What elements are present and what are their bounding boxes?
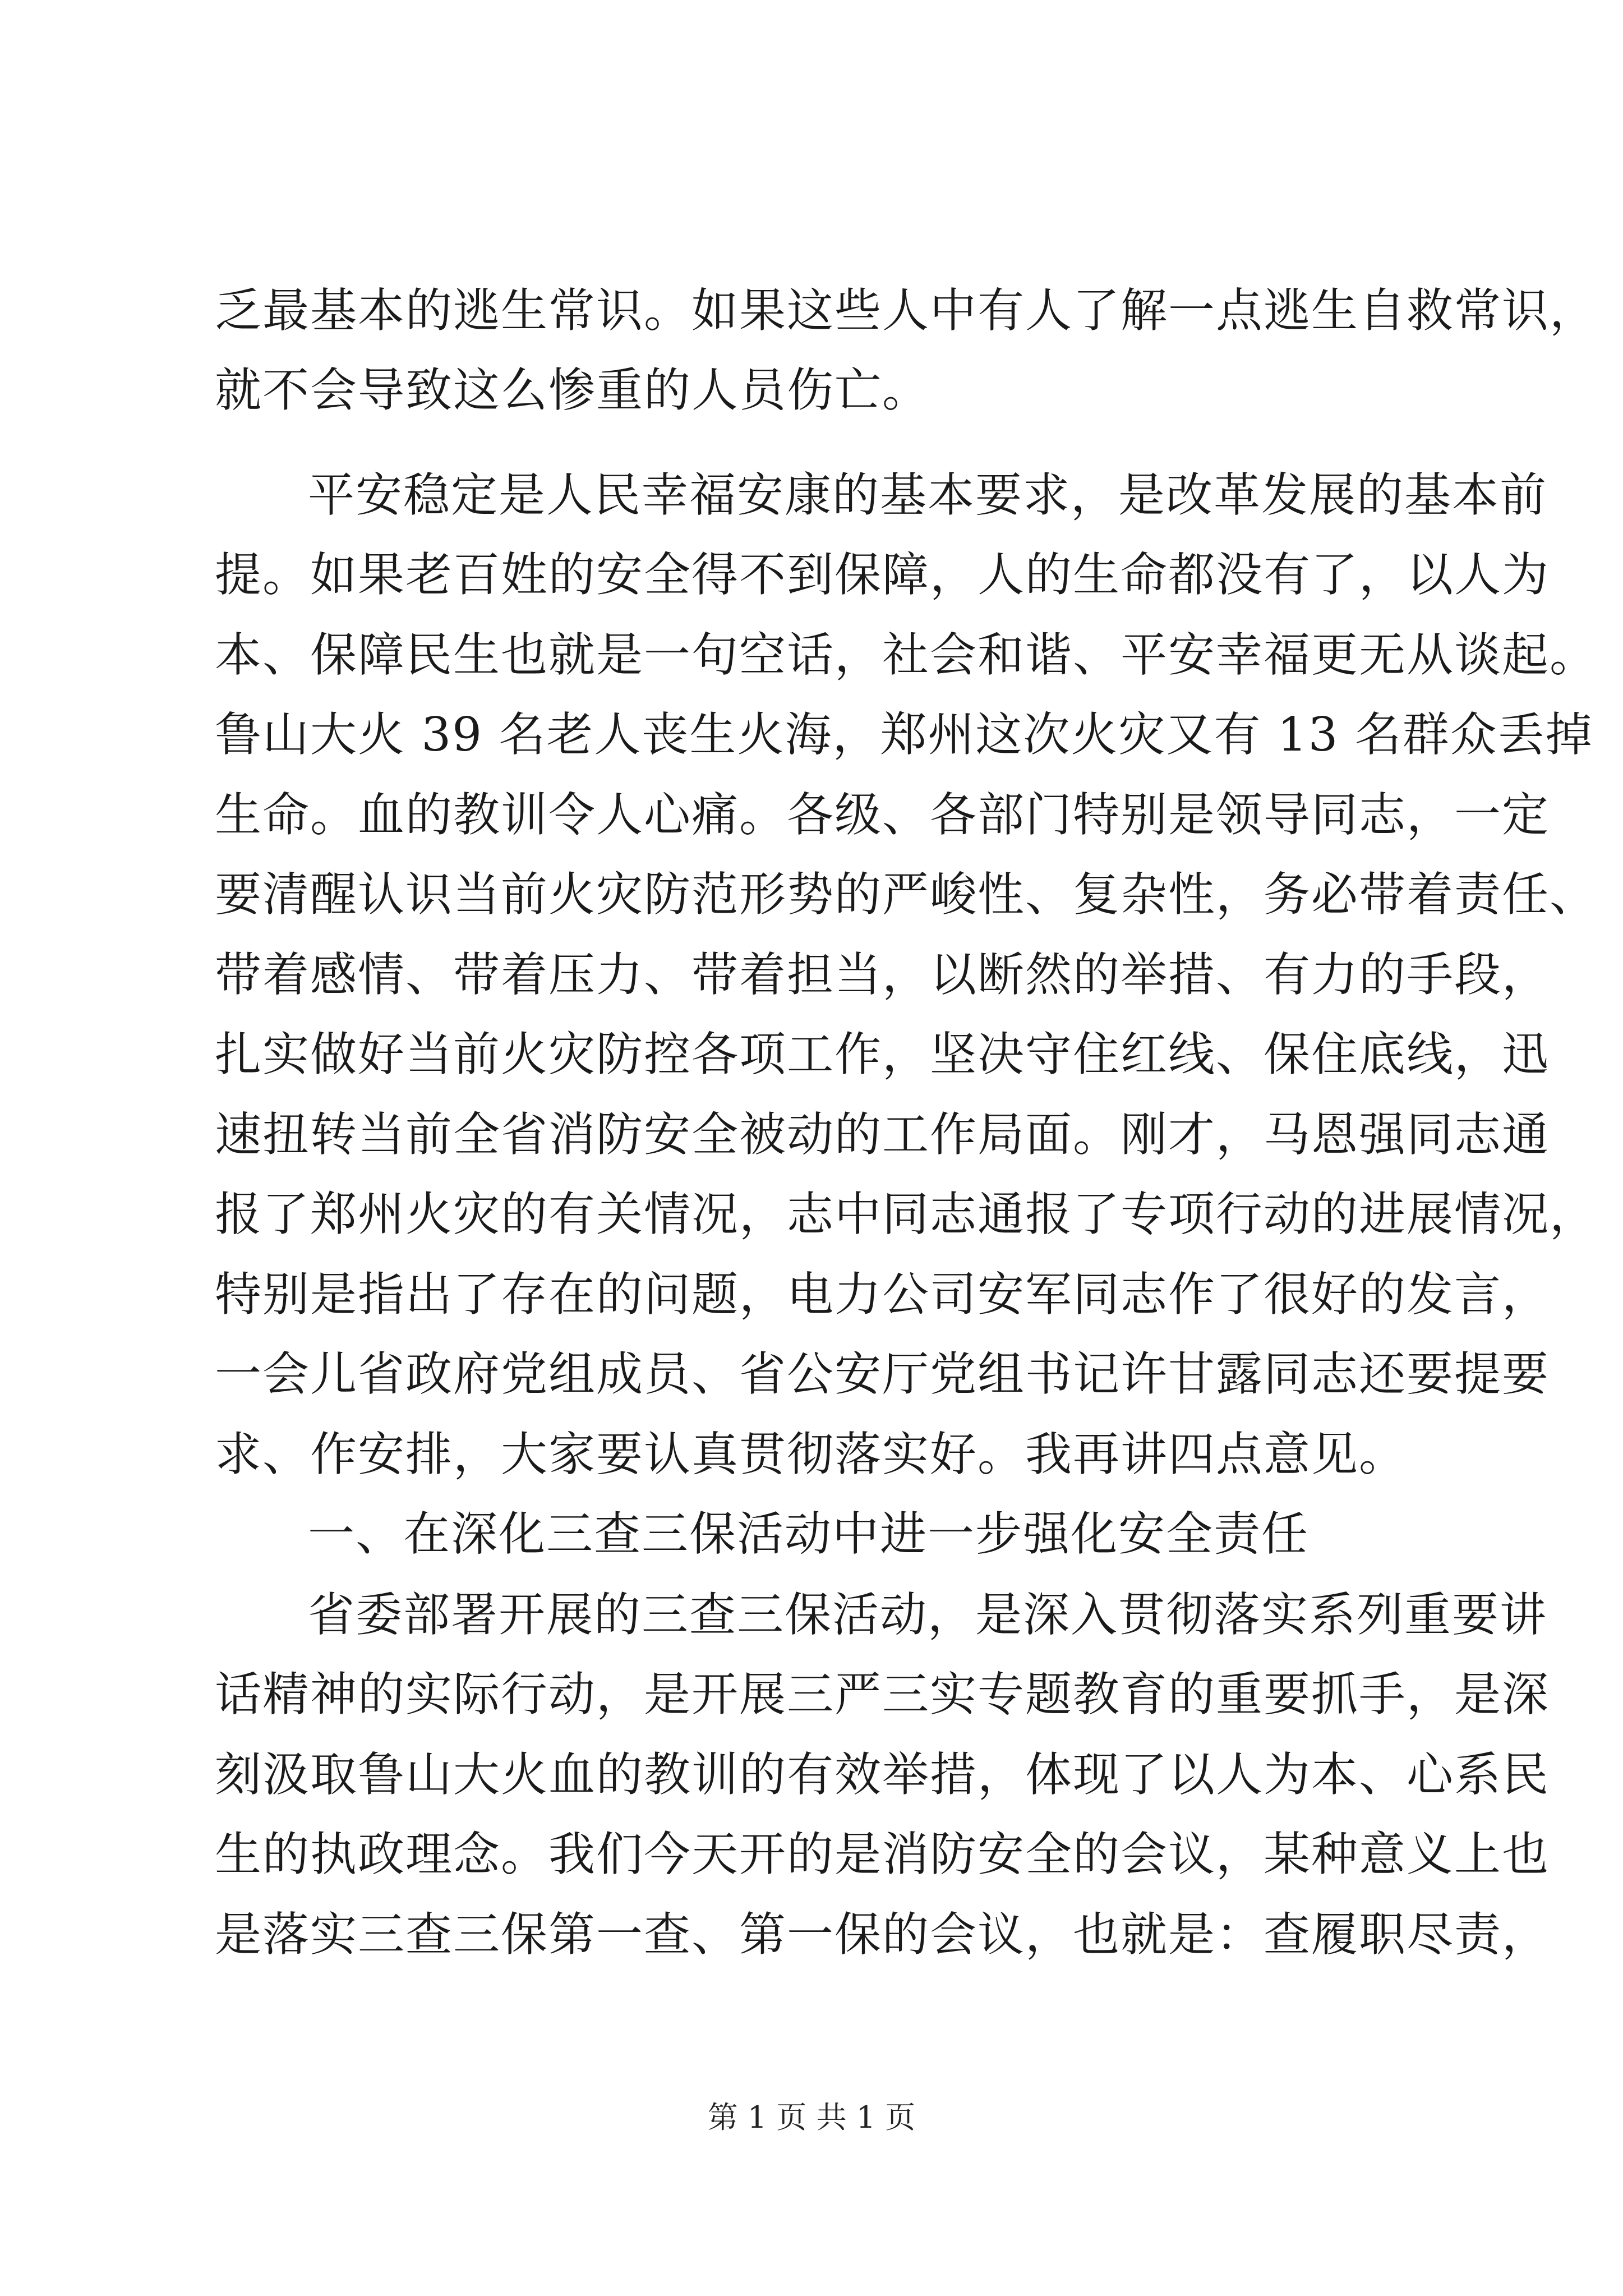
text-line: 刻汲取鲁山大火血的教训的有效举措，体现了以人为本、心系民: [215, 1747, 1550, 1802]
text-line: 一会儿省政府党组成员、省公安厅党组书记许甘露同志还要提要: [215, 1347, 1550, 1401]
page-footer: 第 1 页 共 1 页: [707, 2100, 916, 2135]
text-line: 鲁山大火 39 名老人丧生火海，郑州这次火灾又有 13 名群众丢掉: [215, 707, 1593, 762]
text-line: 本、保障民生也就是一句空话，社会和谐、平安幸福更无从谈起。: [215, 628, 1597, 682]
text-line: 要清醒认识当前火灾防范形势的严峻性、复杂性，务必带着责任、: [215, 867, 1597, 922]
text-line: 特别是指出了存在的问题，电力公司安军同志作了很好的发言，: [215, 1267, 1550, 1322]
text-line: 乏最基本的逃生常识。如果这些人中有人了解一点逃生自救常识，: [215, 283, 1597, 338]
text-line: 话精神的实际行动，是开展三严三实专题教育的重要抓手，是深: [215, 1667, 1550, 1722]
text-line: 生的执政理念。我们今天开的是消防安全的会议，某种意义上也: [215, 1827, 1550, 1881]
text-line: 速扭转当前全省消防安全被动的工作局面。刚才，马恩强同志通: [215, 1107, 1550, 1162]
text-line: 带着感情、带着压力、带着担当，以断然的举措、有力的手段，: [215, 947, 1550, 1002]
text-line: 报了郑州火灾的有关情况，志中同志通报了专项行动的进展情况，: [215, 1187, 1597, 1241]
text-line: 就不会导致这么惨重的人员伤亡。: [215, 363, 930, 417]
paragraph-start-line: 平安稳定是人民幸福安康的基本要求，是改革发展的基本前: [308, 468, 1547, 522]
paragraph-start-line: 省委部署开展的三查三保活动，是深入贯彻落实系列重要讲: [308, 1588, 1547, 1642]
text-line: 扎实做好当前火灾防控各项工作，坚决守住红线、保住底线，迅: [215, 1027, 1550, 1082]
text-line: 提。如果老百姓的安全得不到保障，人的生命都没有了，以人为: [215, 547, 1550, 602]
text-line: 生命。血的教训令人心痛。各级、各部门特别是领导同志，一定: [215, 788, 1550, 842]
section-heading: 一、在深化三查三保活动中进一步强化安全责任: [308, 1507, 1309, 1561]
text-line: 是落实三查三保第一查、第一保的会议，也就是：查履职尽责，: [215, 1907, 1550, 1962]
text-line: 求、作安排，大家要认真贯彻落实好。我再讲四点意见。: [215, 1427, 1407, 1481]
